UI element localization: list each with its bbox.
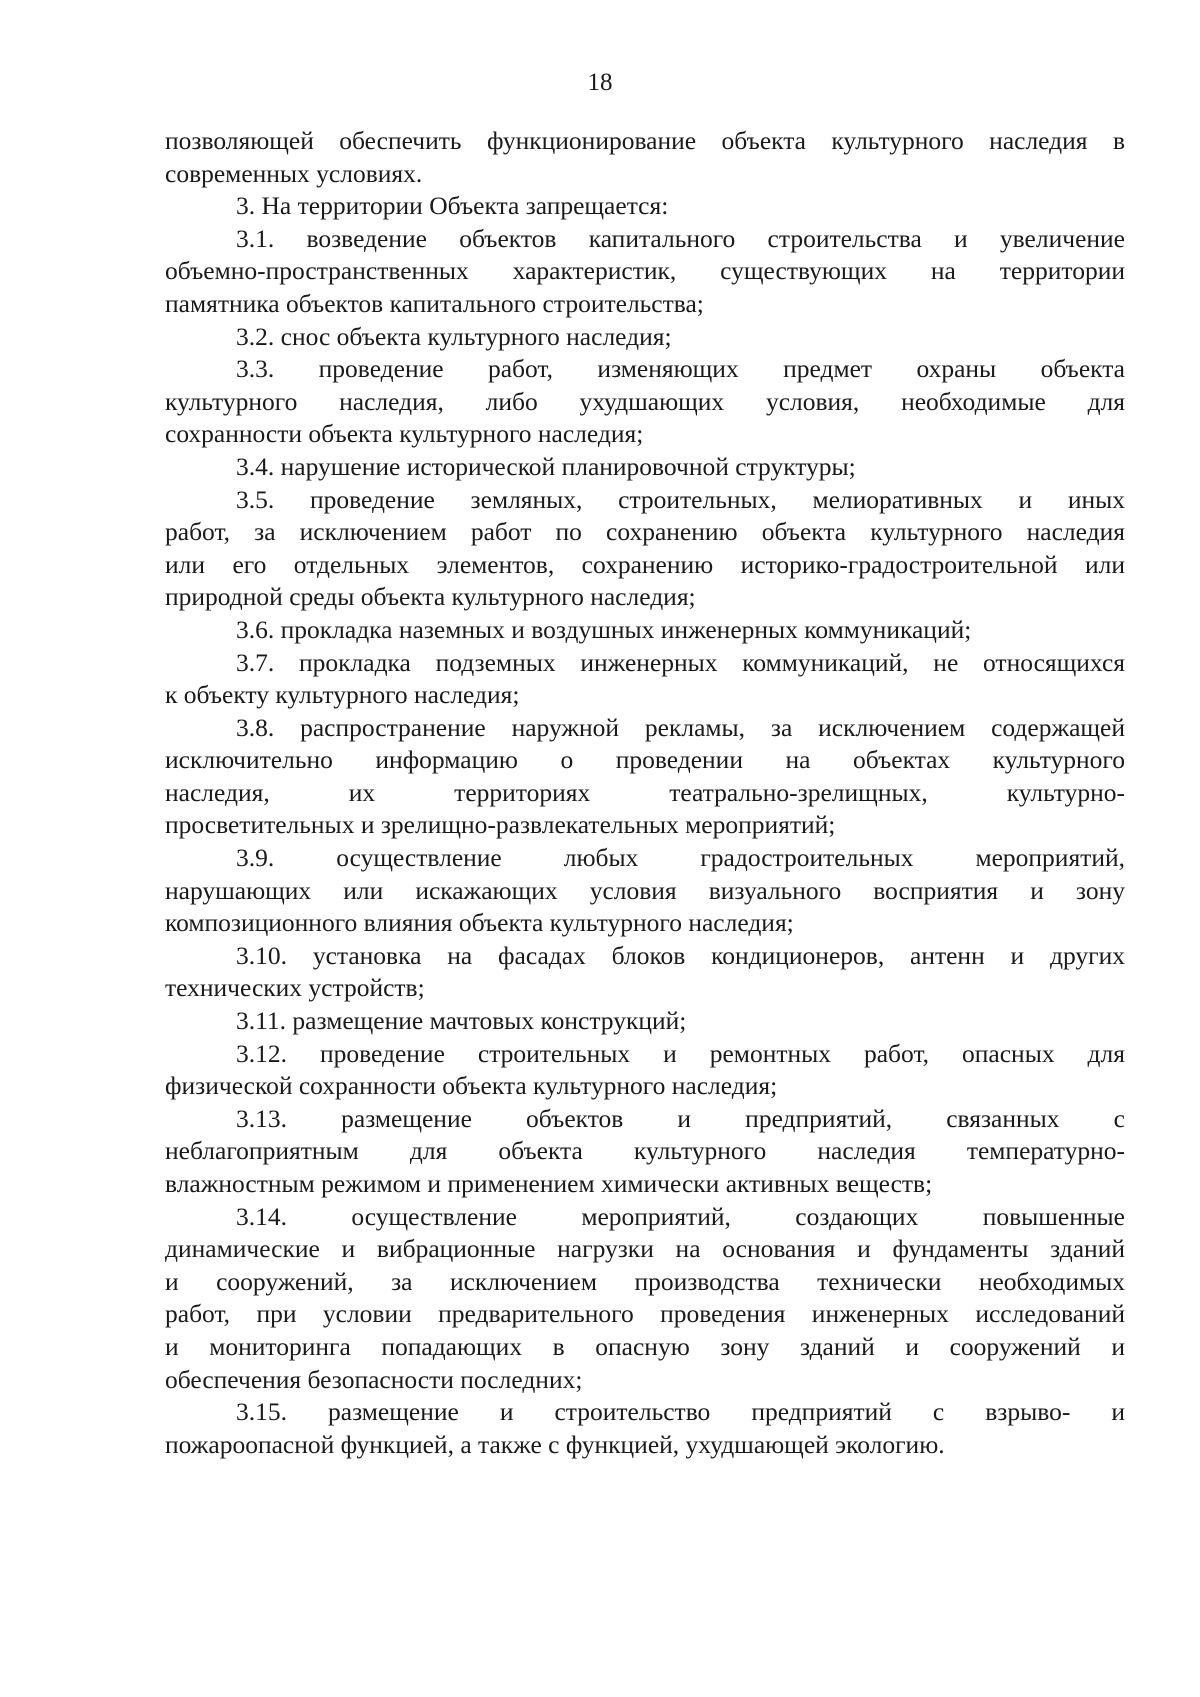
text-line: 3.2. снос объекта культурного наследия; — [236, 321, 672, 351]
text-line: 3.7. прокладка подземных инженерных коммуникаций, не относящихся — [236, 647, 1125, 677]
text-line: современных условиях. — [165, 158, 423, 188]
text-line: 3.15. размещение и строительство предприятий с взрыво- и — [236, 1397, 1125, 1427]
text-line: 3. На территории Объекта запрещается: — [236, 191, 669, 221]
text-line: неблагоприятным для объекта культурного наследия температурно- — [165, 1136, 1125, 1166]
text-line: нарушающих или искажающих условия визуального восприятия и зону — [165, 875, 1125, 905]
text-line: 3.5. проведение земляных, строительных, мелиоративных и иных — [236, 484, 1125, 514]
text-line: обеспечения безопасности последних; — [165, 1364, 583, 1394]
text-line: 3.4. нарушение исторической планировочной структуры; — [236, 451, 856, 481]
text-line: динамические и вибрационные нагрузки на основания и фундаменты зданий — [165, 1234, 1125, 1264]
text-line: 3.9. осуществление любых градостроительных мероприятий, — [236, 843, 1125, 873]
text-line: 3.6. прокладка наземных и воздушных инженерных коммуникаций; — [236, 614, 972, 644]
text-line: объемно-пространственных характеристик, существующих на территории — [165, 256, 1125, 286]
text-line: памятника объектов капитального строительства; — [165, 288, 704, 318]
text-line: культурного наследия, либо ухудшающих условия, необходимые для — [165, 386, 1125, 416]
text-line: композиционного влияния объекта культурного наследия; — [165, 908, 794, 938]
text-line: пожароопасной функцией, а также с функцией, ухудшающей экологию. — [165, 1429, 945, 1459]
text-line: сохранности объекта культурного наследия; — [165, 419, 644, 449]
text-line: или его отдельных элементов, сохранению историко-градостроительной или — [165, 549, 1125, 579]
document-body — [165, 125, 1125, 1461]
text-line: 3.3. проведение работ, изменяющих предмет охраны объекта — [236, 354, 1125, 384]
text-line: наследия, их территориях театрально-зрелищных, культурно- — [165, 777, 1125, 807]
text-line: исключительно информацию о проведении на объектах культурного — [165, 745, 1125, 775]
text-line: и сооружений, за исключением производства технически необходимых — [165, 1266, 1125, 1296]
text-line: 3.11. размещение мачтовых конструкций; — [236, 1006, 687, 1036]
text-line: 3.13. размещение объектов и предприятий, связанных с — [236, 1103, 1125, 1133]
text-line: влажностным режимом и применением химически активных веществ; — [165, 1169, 933, 1198]
text-line: к объекту культурного наследия; — [165, 680, 520, 710]
text-line: физической сохранности объекта культурного наследия; — [165, 1071, 778, 1101]
text-line: и мониторинга попадающих в опасную зону зданий и сооружений и — [165, 1331, 1125, 1361]
text-line: природной среды объекта культурного наследия; — [165, 582, 696, 612]
text-line: технических устройств; — [165, 973, 425, 1003]
text-line: 3.12. проведение строительных и ремонтных работ, опасных для — [236, 1038, 1125, 1068]
text-line: работ, за исключением работ по сохранению объекта культурного наследия — [165, 517, 1125, 547]
text-line: работ, при условии предварительного проведения инженерных исследований — [165, 1299, 1125, 1329]
text-line: 3.8. распространение наружной рекламы, за исключением содержащей — [236, 712, 1125, 742]
text-line: 3.14. осуществление мероприятий, создающих повышенные — [236, 1201, 1125, 1231]
text-line: позволяющей обеспечить функционирование объекта культурного наследия в — [165, 126, 1125, 155]
text-line: просветительных и зрелищно-развлекательных мероприятий; — [165, 810, 836, 840]
text-line: 3.1. возведение объектов капитального строительства и увеличение — [236, 223, 1125, 253]
text-line: 3.10. установка на фасадах блоков кондиционеров, антенн и других — [236, 940, 1125, 970]
page-number: 18 — [587, 69, 613, 96]
